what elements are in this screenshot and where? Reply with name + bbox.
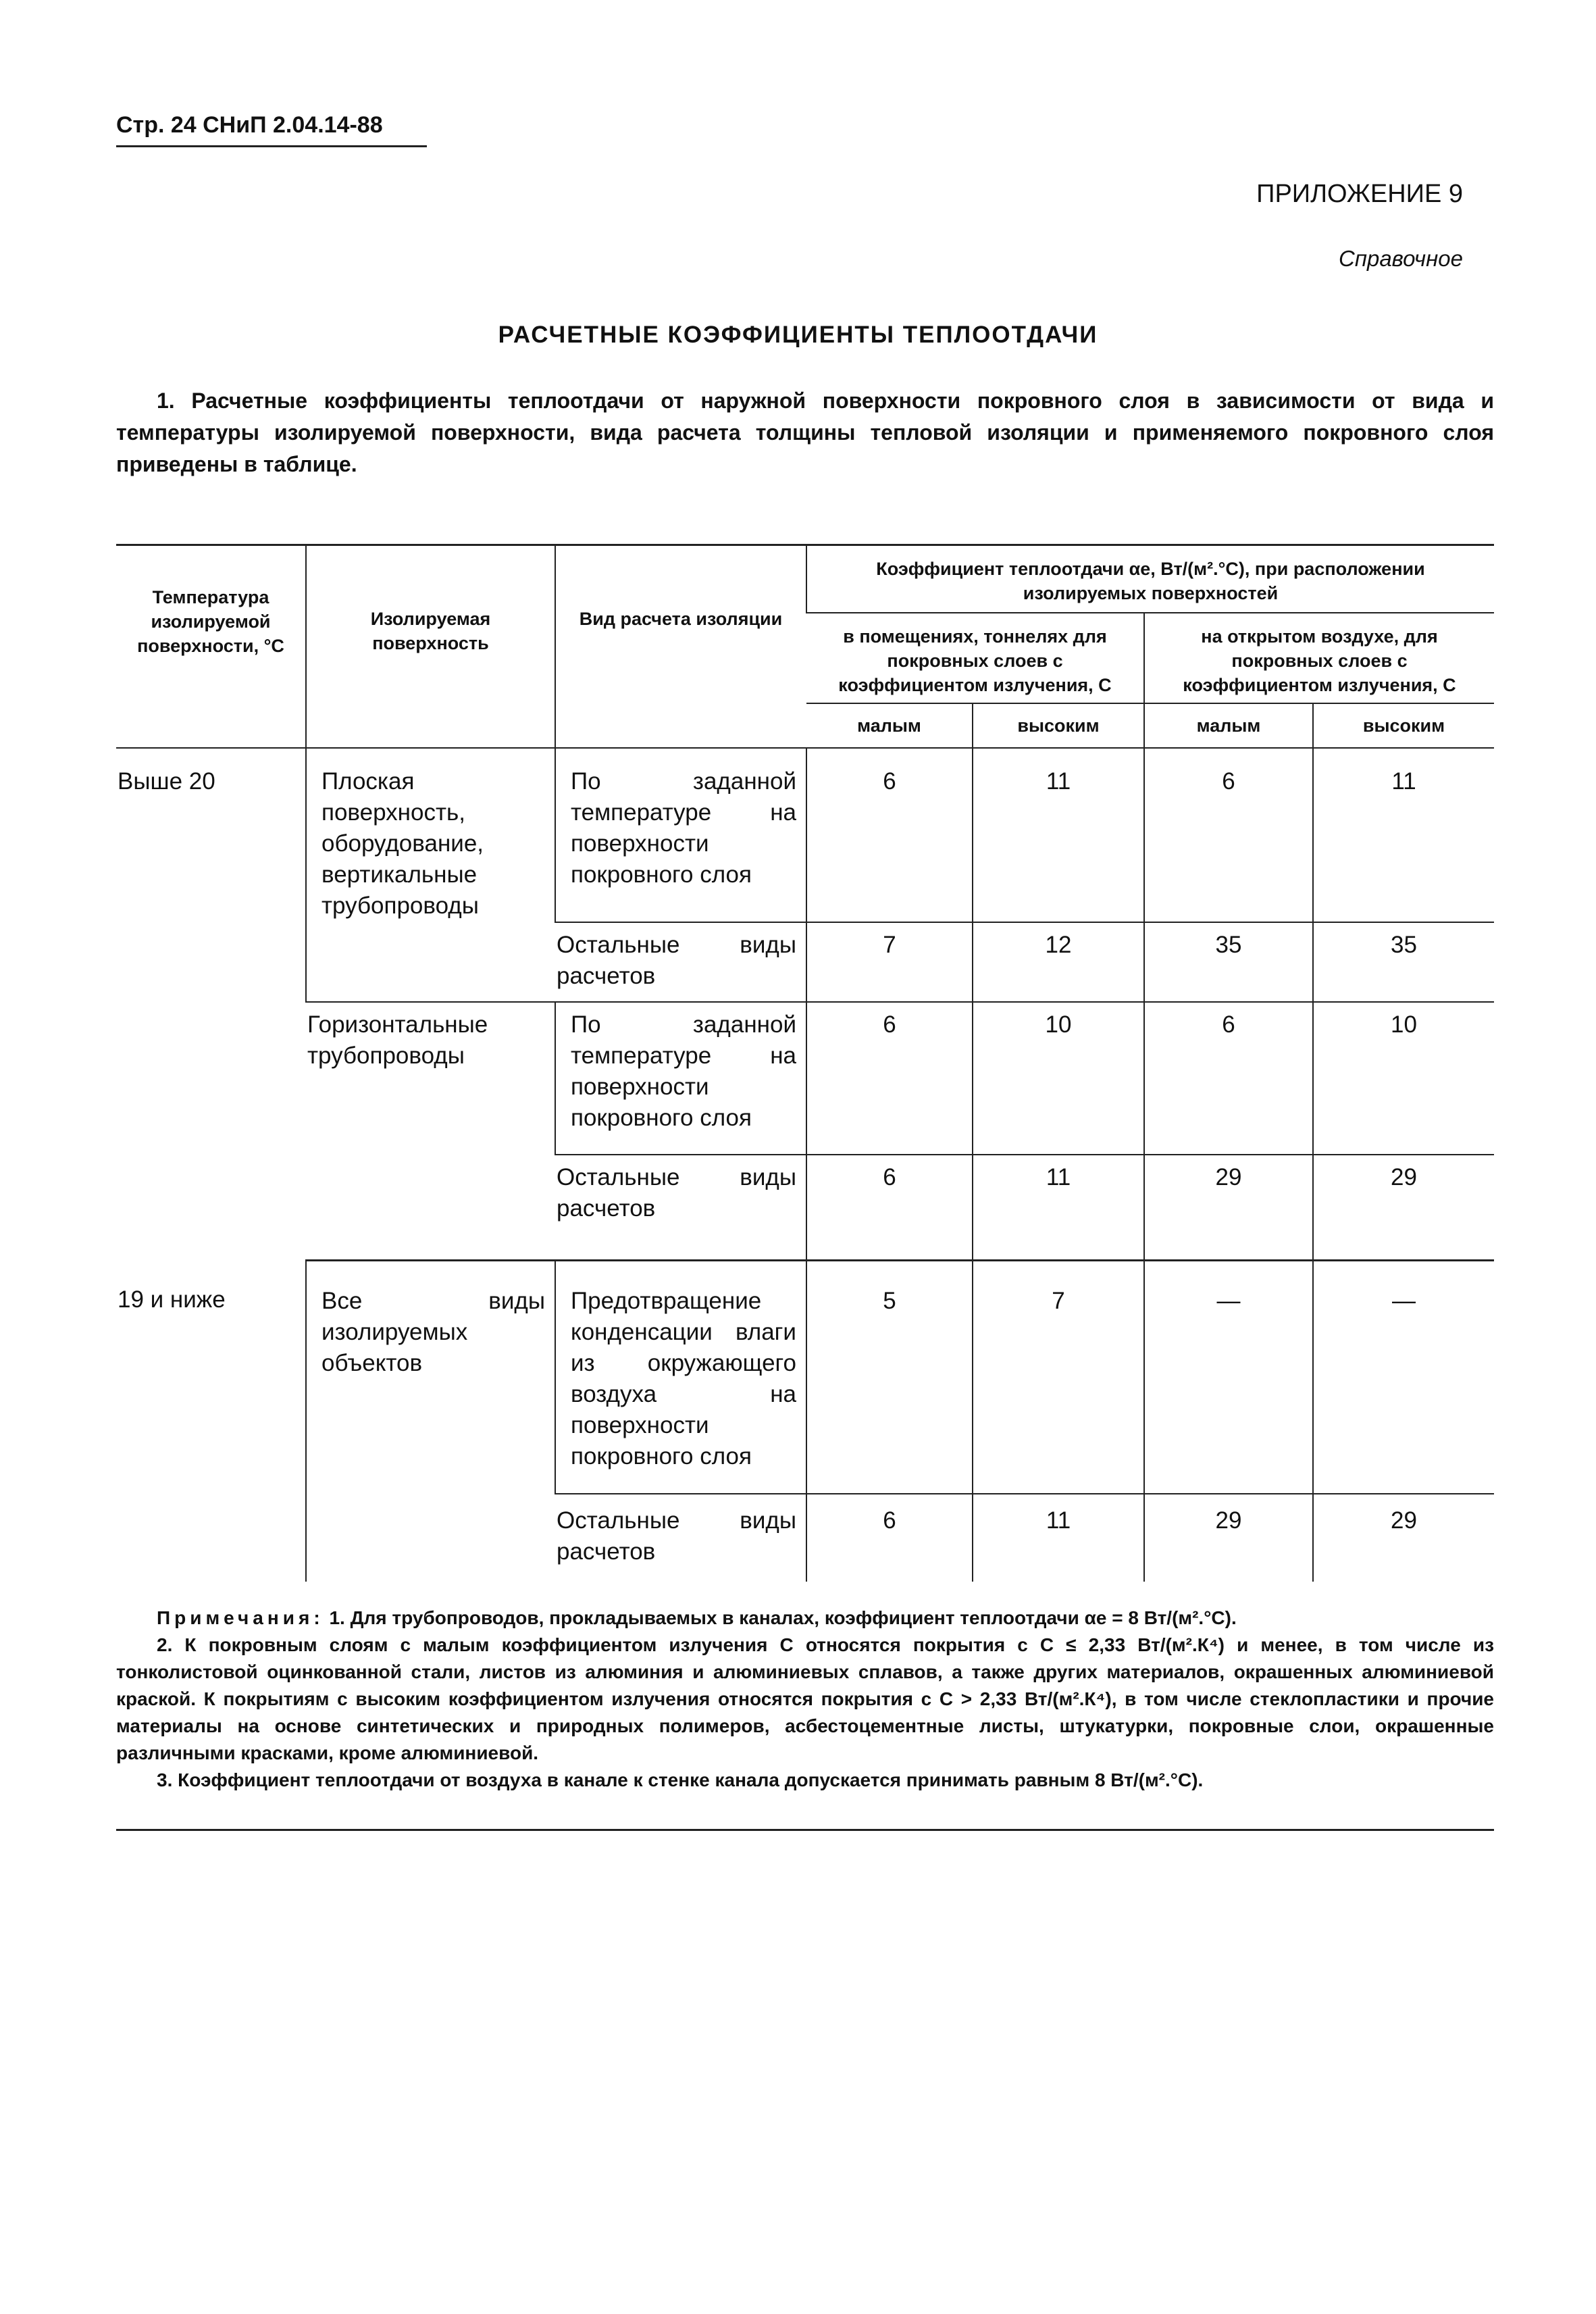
row-surface: Плоская поверхность, оборудование, вертикальные трубопроводы	[306, 748, 555, 1002]
notes-label: Примечания:	[157, 1607, 324, 1628]
row-temperature: 19 и ниже	[118, 1286, 226, 1313]
row-calc: По заданной температуре на поверхности покровного слоя	[555, 1002, 806, 1155]
value-indoor-low: 6	[806, 1002, 973, 1155]
bottom-rule	[116, 1829, 1494, 1831]
header-indoor-low: малым	[806, 703, 973, 748]
value-indoor-low: 6	[806, 1494, 973, 1582]
row-calc: Предотвращение конденсации влаги из окружающего воздуха на поверхности покровного слоя	[555, 1260, 806, 1494]
value-outdoor-low: 6	[1144, 748, 1313, 922]
header-indoor: в помещениях, тоннелях для покровных слоев с коэффициентом излучения, С	[806, 613, 1144, 703]
table-row	[116, 1002, 1494, 1155]
value-indoor-low: 5	[806, 1260, 973, 1494]
value-outdoor-high: 11	[1313, 748, 1494, 922]
intro-paragraph: 1. Расчетные коэффициенты теплоотдачи от наружной поверхности покровного слоя в зависимости от вида и температуры изолируемой поверхности, вида расчета толщины тепловой изоляции и применяемого покровного слоя приведены в таблице.	[116, 388, 1494, 476]
value-outdoor-low: 35	[1144, 922, 1313, 1002]
note-1	[116, 1605, 1494, 1632]
row-surface: Все виды изолируемых объектов	[306, 1260, 555, 1582]
coefficients-table	[116, 544, 1494, 1582]
row-calc: Остальные виды расчетов	[555, 1155, 806, 1260]
value-outdoor-high: 29	[1313, 1155, 1494, 1260]
value-outdoor-low: 6	[1144, 1002, 1313, 1155]
value-indoor-low: 6	[806, 1155, 973, 1260]
header-surface: Изолируемая поверхность	[306, 545, 555, 749]
value-outdoor-high: 35	[1313, 922, 1494, 1002]
value-indoor-low: 7	[806, 922, 973, 1002]
row-temperature: Выше 20	[118, 768, 215, 795]
header-underline	[116, 145, 427, 147]
appendix-kind: Справочное	[1338, 246, 1463, 271]
table-row	[116, 1260, 1494, 1494]
note-3: 3. Коэффициент теплоотдачи от воздуха в канале к стенке канала допускается принимать равным 8 Вт/(м².°С).	[157, 1769, 1204, 1790]
document-title: РАСЧЕТНЫЕ КОЭФФИЦИЕНТЫ ТЕПЛООТДАЧИ	[498, 322, 1098, 348]
header-outdoor: на открытом воздухе, для покровных слоев с коэффициентом излучения, С	[1144, 613, 1494, 703]
value-indoor-high: 7	[973, 1260, 1144, 1494]
notes-block	[116, 1605, 1494, 1794]
value-indoor-low: 6	[806, 748, 973, 922]
value-indoor-high: 11	[973, 1155, 1144, 1260]
header-coef-group: Коэффициент теплоотдачи αе, Вт/(м².°С), при расположении изолируемых поверхностей	[806, 545, 1494, 613]
row-calc: По заданной температуре на поверхности покровного слоя	[555, 748, 806, 922]
value-indoor-high: 11	[973, 748, 1144, 922]
value-outdoor-high: 10	[1313, 1002, 1494, 1155]
header-indoor-high: высоким	[973, 703, 1144, 748]
note-1-text: 1. Для трубопроводов, прокладываемых в каналах, коэффициент теплоотдачи αе = 8 Вт/(м².°С).	[329, 1607, 1237, 1628]
table-row	[116, 748, 1494, 922]
value-outdoor-low: 29	[1144, 1155, 1313, 1260]
row-surface: Горизонтальные трубопроводы	[306, 1002, 555, 1260]
value-indoor-high: 10	[973, 1002, 1144, 1155]
note-2: 2. К покровным слоям с малым коэффициентом излучения С относятся покрытия с С ≤ 2,33 Вт/(м².К⁴) и менее, в том числе из тонколистовой оцинкованной стали, листов из алюминия и алюминиевых сплавов, а также других материалов, окрашенных алюминиевой краской. К покрытиям с высоким коэффициентом излучения относятся покрытия с С > 2,33 Вт/(м².К⁴), в том числе стеклопластики и прочие материалы на основе синтетических и природных полимеров, асбестоцементные листы, штукатурки, покровные слои, окрашенные различными красками, кроме алюминиевой.	[116, 1634, 1494, 1763]
appendix-number: ПРИЛОЖЕНИЕ 9	[1256, 180, 1463, 208]
header-temperature: Температура изолируемой поверхности, °С	[116, 545, 306, 749]
value-outdoor-low: 29	[1144, 1494, 1313, 1582]
header-outdoor-low: малым	[1144, 703, 1313, 748]
value-outdoor-high: —	[1313, 1260, 1494, 1494]
row-calc: Остальные виды расчетов	[557, 1507, 796, 1565]
value-indoor-high: 12	[973, 922, 1144, 1002]
row-calc: Остальные виды расчетов	[555, 922, 806, 1002]
value-outdoor-high: 29	[1313, 1494, 1494, 1582]
value-indoor-high: 11	[973, 1494, 1144, 1582]
page-header: Стр. 24 СНиП 2.04.14-88	[116, 112, 383, 138]
value-outdoor-low: —	[1144, 1260, 1313, 1494]
header-calc-type: Вид расчета изоляции	[555, 545, 806, 749]
header-outdoor-high: высоким	[1313, 703, 1494, 748]
